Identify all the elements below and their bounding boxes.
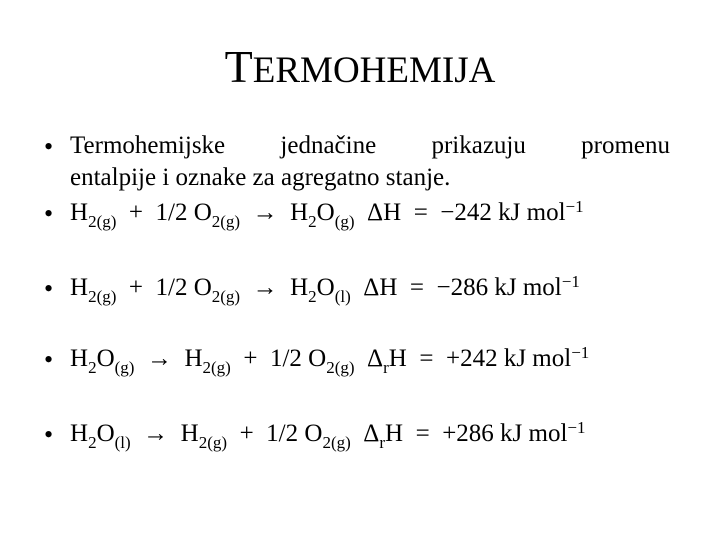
enthalpy-symbol: $\Delta_rH$	[367, 345, 407, 377]
enthalpy-symbol: $\Delta_rH$	[363, 420, 404, 452]
reaction-arrow: →	[146, 345, 172, 372]
equation-3: $H_2O_{(g)} \to H_{2(g)} + 1/2$ $O_{2(g)}$ $\Delta_rH = +242$ kJ mol$^{-1}$	[70, 343, 590, 377]
reaction-arrow: →	[252, 199, 278, 226]
bullet-2: •	[44, 199, 54, 228]
enthalpy-symbol: ΔH	[367, 199, 402, 226]
bullet-4: •	[44, 345, 54, 374]
enthalpy-value: +242 kJ mol	[445, 345, 572, 372]
enthalpy-symbol: ΔH	[363, 274, 398, 301]
title-initial: T	[224, 41, 253, 92]
equation-1: $H_{2(g)} + 1/2$ $O_{2(g)} \to H_2O_{(g)}$ ΔH = −242 kJ mol$^{-1}$	[70, 197, 584, 231]
page-title	[0, 41, 720, 92]
equation-2: $H_{2(g)} + 1/2$ $O_{2(g)} \to H_2O_{(l)}$ ΔH = −286 kJ mol$^{-1}$	[70, 272, 580, 306]
bullet-5: •	[44, 420, 54, 449]
intro-line-2: entalpije i oznake za agregatno stanje.	[70, 164, 451, 191]
reaction-arrow: →	[252, 274, 278, 301]
title-rest: ERMOHEMIJA	[252, 50, 496, 91]
enthalpy-value: −242 kJ mol	[440, 199, 566, 226]
enthalpy-value: −286 kJ mol	[436, 274, 562, 301]
bullet-1: •	[44, 132, 54, 161]
equation-4: $H_2O_{(l)} \to H_{2(g)} + 1/2$ $O_{2(g)}$ $\Delta_rH = +286$ kJ mol$^{-1}$	[70, 418, 586, 452]
enthalpy-value: +286 kJ mol	[442, 420, 568, 447]
reaction-arrow: →	[143, 420, 169, 447]
bullet-3: •	[44, 274, 54, 303]
intro-line-1: Termohemijske jednačine prikazuju promenu	[70, 132, 670, 159]
